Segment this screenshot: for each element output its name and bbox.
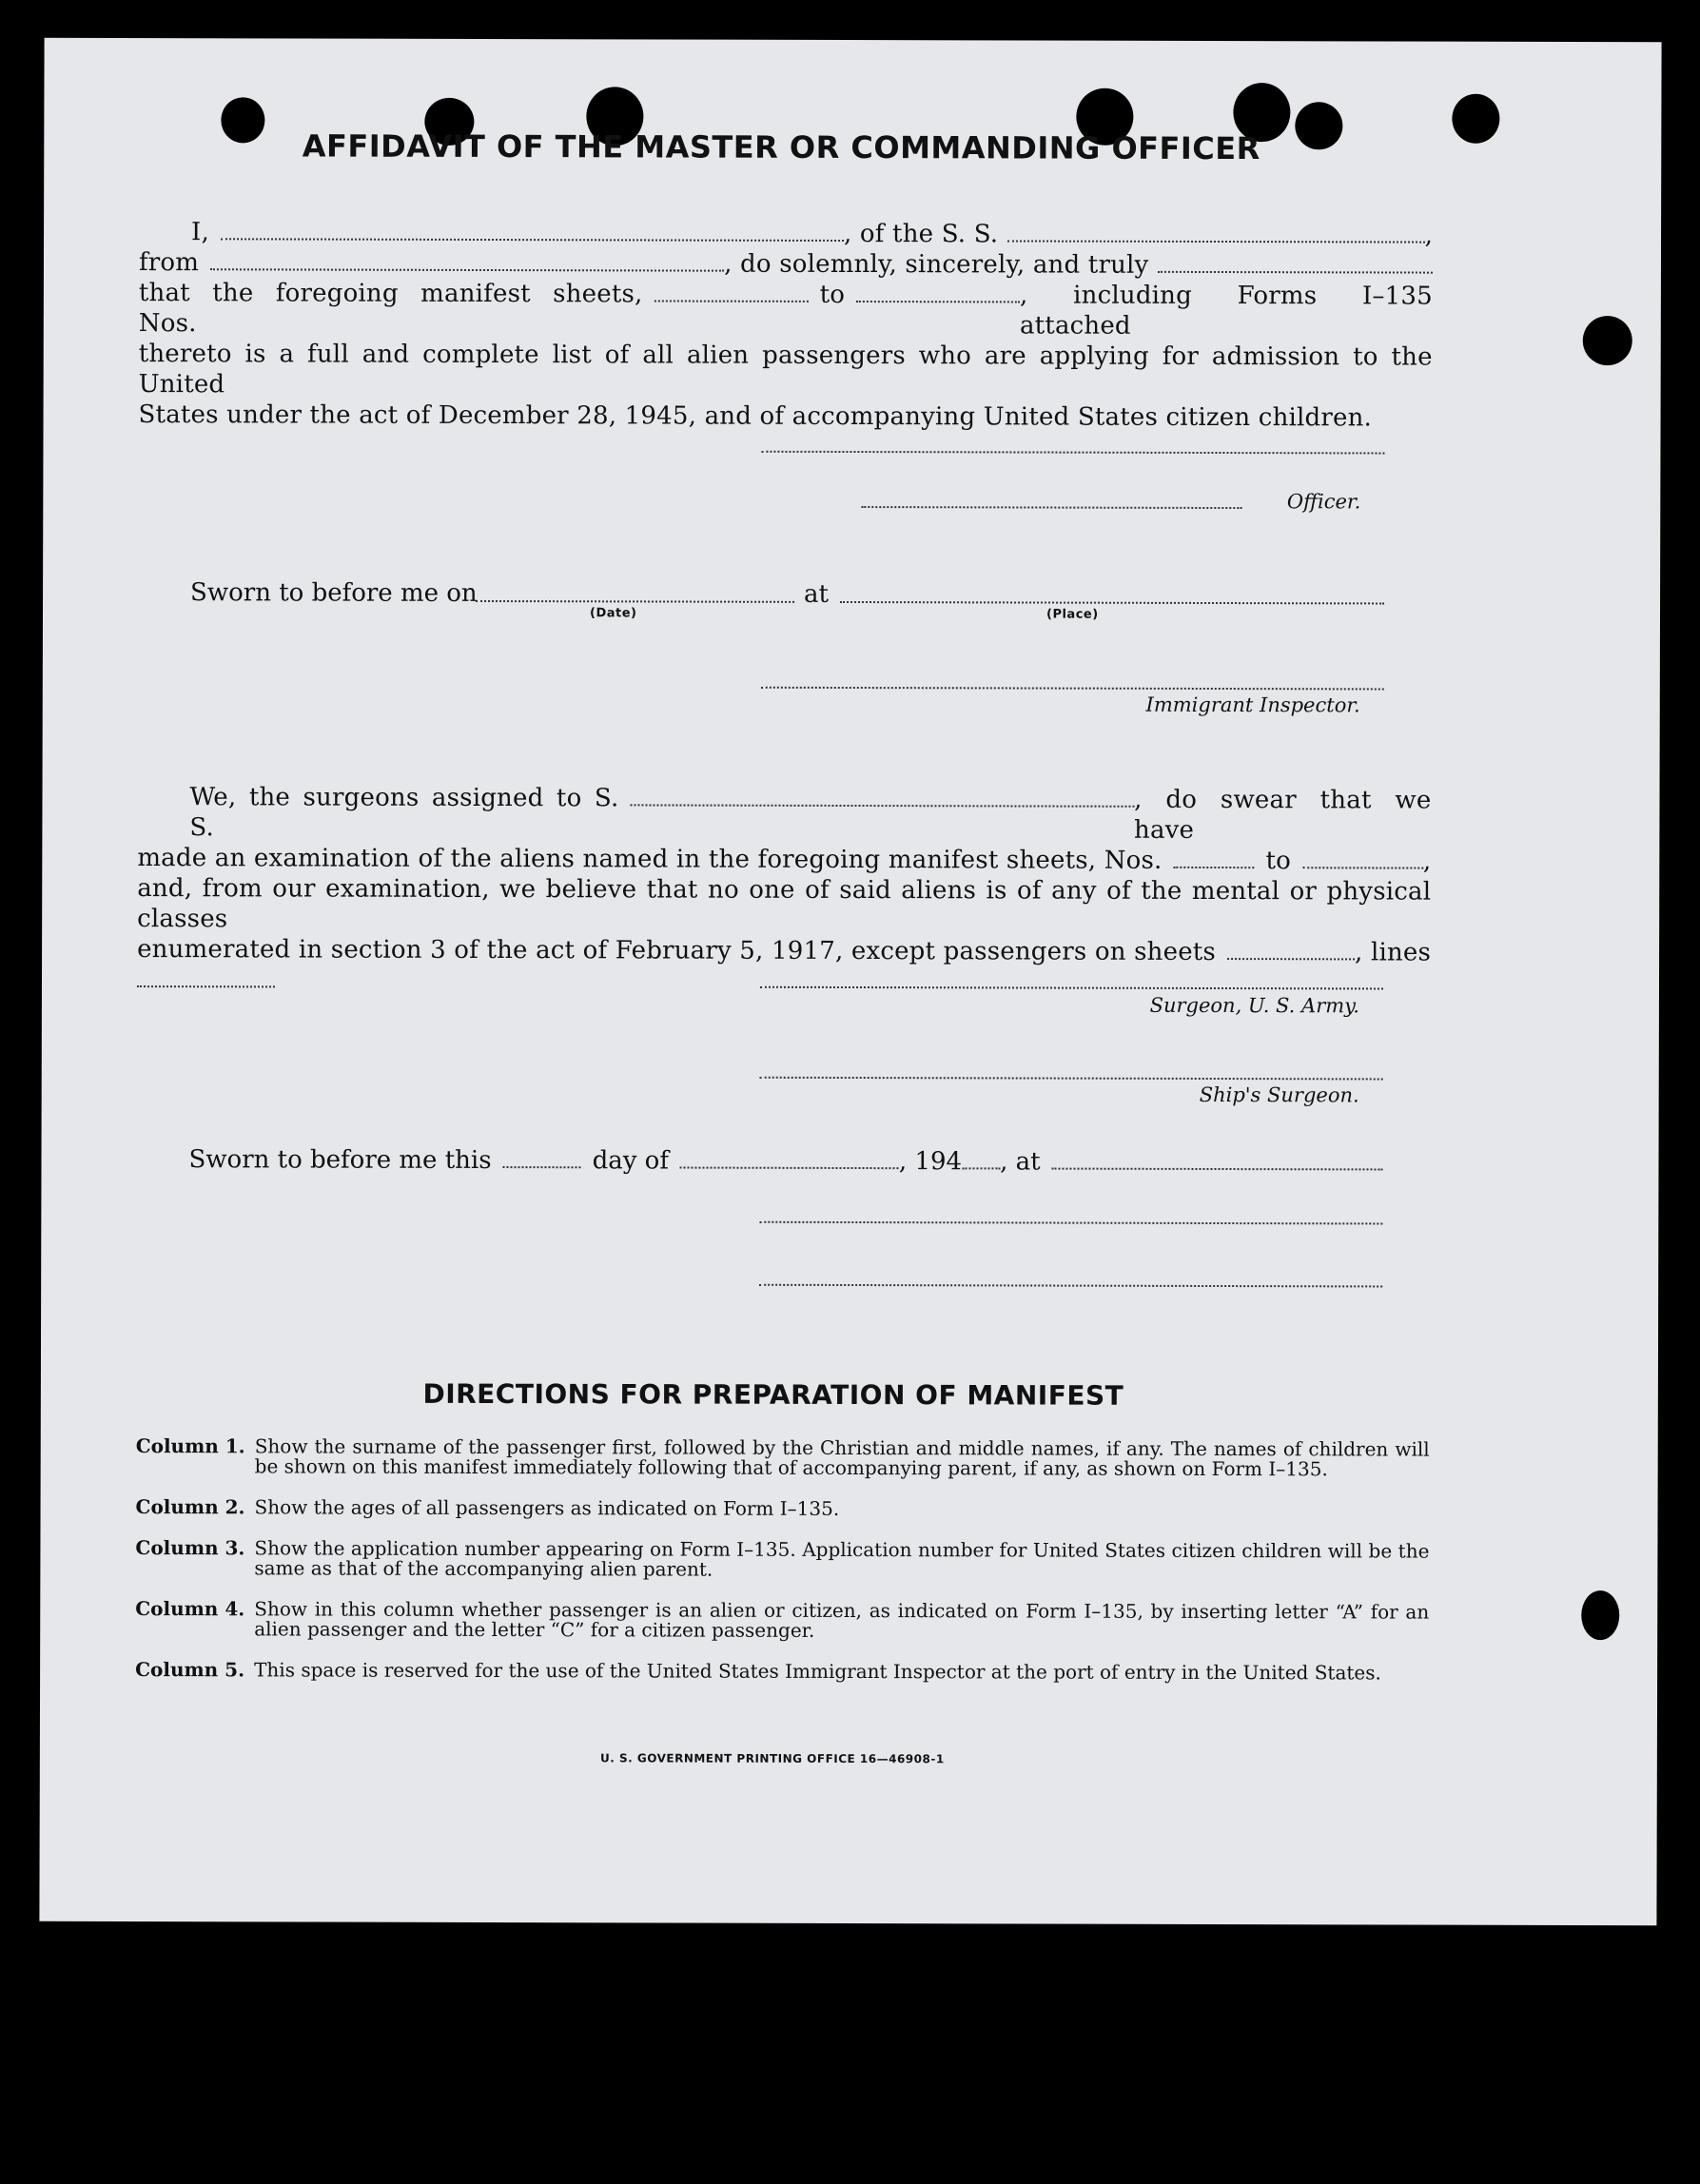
directions-list <box>135 1436 1430 1705</box>
affidavit-line4: thereto is a full and complete list of all alien passengers who are applying for admission to the United <box>138 340 1433 400</box>
date-caption: (Date) <box>589 606 637 621</box>
sworn-place-field[interactable] <box>840 601 1384 604</box>
master-name-field[interactable] <box>221 219 844 242</box>
affidavit-line5: States under the act of December 28, 1945, and of accompanying United States citizen children. <box>138 400 1373 433</box>
surgeons-paragraph: We, the surgeons assigned to S. S. , do swear that we have made an examination of the aliens named in the foregoing manifest sheets, Nos. to , and, from our examination, we believe that no one of said aliens is of any of the mental or physical classes enumerated in section 3 of the act of February 5, 1917, except passengers on sheets , lines <box>137 782 1432 999</box>
direction-row <box>136 1497 1430 1521</box>
inspector-signature-line[interactable] <box>761 687 1384 691</box>
surgeons-ship-field[interactable] <box>630 785 1134 807</box>
sworn-at-label: at <box>804 579 830 609</box>
except-lines-field[interactable] <box>137 966 275 987</box>
ship-name-field[interactable] <box>1007 221 1424 243</box>
sworn-place2-field[interactable] <box>1052 1149 1383 1171</box>
direction-label: Column 4. <box>135 1597 245 1621</box>
month-field[interactable] <box>680 1148 899 1170</box>
year-field[interactable] <box>962 1148 1000 1169</box>
title-signature-line[interactable] <box>759 1284 1382 1288</box>
signature-line[interactable] <box>761 451 1384 455</box>
officer-label: Officer. <box>1286 490 1361 514</box>
inspector2-signature-line[interactable] <box>759 1221 1382 1225</box>
document-page <box>39 38 1661 1925</box>
direction-row <box>135 1599 1429 1643</box>
direction-row <box>136 1436 1430 1480</box>
oath-field[interactable] <box>1158 252 1433 274</box>
printing-office-footer: U. S. GOVERNMENT PRINTING OFFICE 16—46908-1 <box>599 1751 945 1766</box>
direction-label: Column 1. <box>135 1434 245 1458</box>
sworn-this-label: Sworn to before me this <box>188 1145 492 1176</box>
direction-label: Column 2. <box>135 1495 245 1519</box>
direction-text: Show the ages of all passengers as indicated on Form I–135. <box>254 1495 840 1520</box>
year-prefix-label: , 194 <box>898 1147 963 1177</box>
surgeons-line1a: We, the surgeons assigned to S. S. <box>189 783 619 843</box>
punch-hole <box>1581 1590 1619 1640</box>
place-caption: (Place) <box>1045 607 1099 622</box>
sworn-this-line <box>188 1145 1382 1177</box>
direction-label: Column 3. <box>135 1536 245 1560</box>
surgeons-line1b: , do swear that we have <box>1133 785 1432 845</box>
day-of-label: day of <box>592 1146 669 1176</box>
inspector-label: Immigrant Inspector. <box>1145 692 1360 717</box>
affidavit-paragraph: I, , of the S. S. , from , do solemnly, sincerely, and truly that the foregoing manifest sheets, Nos. to , including Forms I–135 attached thereto is a full and complete list of all alien passengers who are applying for admission to the United States under the act of December 28, 1945, and of accompanying United States citizen children. <box>138 218 1434 433</box>
affidavit-from: from <box>138 248 200 278</box>
affidavit-title: AFFIDAVIT OF THE MASTER OR COMMANDING OFFICER <box>302 127 1260 167</box>
army-surgeon-label: Surgeon, U. S. Army. <box>1149 993 1359 1018</box>
at-label: , at <box>1000 1147 1041 1177</box>
affidavit-of-ss: , of the S. S. <box>843 219 999 249</box>
affidavit-i: I, <box>191 218 210 247</box>
surgeons-line2a: made an examination of the aliens named in the foregoing manifest sheets, Nos. <box>137 844 1163 875</box>
sworn-on-label: Sworn to before me on <box>190 578 478 608</box>
day-field[interactable] <box>503 1147 581 1168</box>
except-sheets-field[interactable] <box>1227 939 1355 960</box>
affidavit-to: to <box>819 280 846 309</box>
sworn-date-field[interactable] <box>476 600 794 603</box>
surgeons-line4a: enumerated in section 3 of the act of February 5, 1917, except passengers on sheets <box>137 935 1217 967</box>
surgeons-line2b: to <box>1265 847 1292 876</box>
affidavit-that: that the foregoing manifest sheets, Nos. <box>138 279 643 339</box>
direction-text: Show in this column whether passenger is an alien or citizen, as indicated on Form I–135, by inserting letter “A” for an alien passenger and the letter “C” for a citizen passenger. <box>254 1597 1430 1642</box>
surgeons-line4b: , lines <box>1354 938 1432 967</box>
direction-text: Show the application number appearing on Form I–135. Application number for United States citizen children will be the same as that of the accompanying alien parent. <box>254 1536 1430 1581</box>
punch-hole <box>1583 316 1632 365</box>
direction-row <box>135 1538 1429 1582</box>
direction-label: Column 5. <box>135 1658 245 1682</box>
sheets-to-field[interactable] <box>856 282 1020 302</box>
surgeons-sheets-from-field[interactable] <box>1174 848 1255 868</box>
affidavit-solemnly: , do solemnly, sincerely, and truly <box>724 249 1149 280</box>
sheets-from-field[interactable] <box>654 281 808 302</box>
surgeons-sheets-to-field[interactable] <box>1302 848 1423 868</box>
direction-text: Show the surname of the passenger first, followed by the Christian and middle names, if any. The names of children will be shown on this manifest immediately following that of accompanying parent, if any, as shown on Form I–135. <box>254 1434 1430 1481</box>
directions-title: DIRECTIONS FOR PREPARATION OF MANIFEST <box>422 1377 1124 1412</box>
ship-surgeon-label: Ship's Surgeon. <box>1199 1082 1359 1107</box>
direction-text: This space is reserved for the use of the United States Immigrant Inspector at the port of entry in the United States. <box>254 1658 1381 1685</box>
ship-surgeon-signature-line[interactable] <box>760 1077 1383 1081</box>
direction-row <box>135 1660 1429 1684</box>
surgeons-line3: and, from our examination, we believe that no one of said aliens is of any of the mental or physical classes <box>137 874 1432 934</box>
from-port-field[interactable] <box>210 249 724 271</box>
affidavit-including: , including Forms I–135 attached <box>1019 281 1433 341</box>
